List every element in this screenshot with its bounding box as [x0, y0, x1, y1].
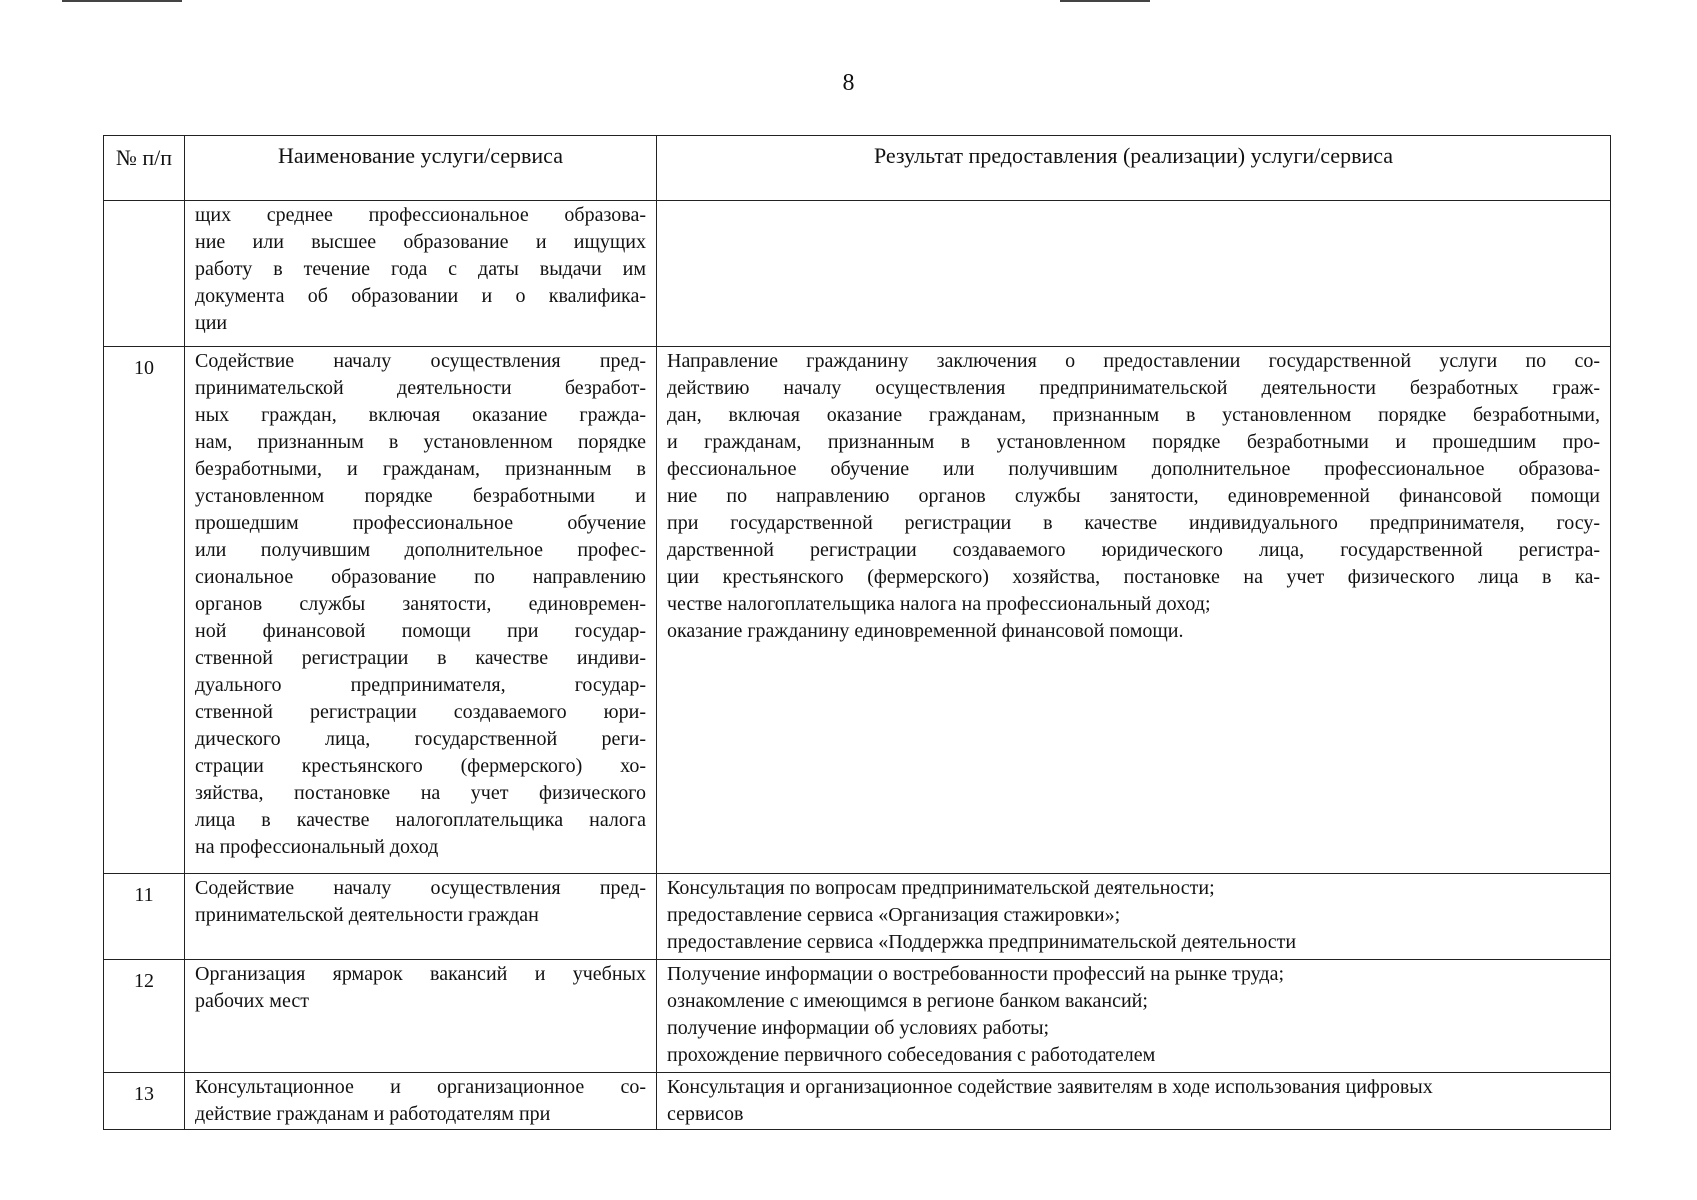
service-name-line: ной финансовой помощи при государ-	[195, 620, 646, 642]
service-name-line: зяйства, постановке на учет физического	[195, 782, 646, 804]
service-result-line: Направление гражданину заключения о предоставлении государственной услуги по со-	[667, 350, 1600, 372]
service-name-cell	[185, 1073, 657, 1130]
header-result: Результат предоставления (реализации) услуги/сервиса	[657, 136, 1611, 201]
service-result-line: фессиональное обучение или получившим дополнительное профессиональное образова-	[667, 458, 1600, 480]
service-name-line: принимательской деятельности безработ-	[195, 377, 646, 399]
service-result-line: ние по направлению органов службы занятости, единовременной финансовой помощи	[667, 485, 1600, 507]
service-name-line: ние или высшее образование и ищущих	[195, 231, 646, 253]
service-result-cell	[657, 201, 1611, 347]
service-result-line: прохождение первичного собеседования с работодателем	[667, 1044, 1156, 1066]
service-name-line: ных граждан, включая оказание гражда-	[195, 404, 646, 426]
service-name-line: установленном порядке безработными и	[195, 485, 646, 507]
service-result-line: ции крестьянского (фермерского) хозяйства, постановке на учет физического лица в ка-	[667, 566, 1600, 588]
table-row	[104, 960, 1611, 1073]
table-row	[104, 201, 1611, 347]
table-row	[104, 347, 1611, 874]
service-result-line: честве налогоплательщика налога на профессиональный доход;	[667, 593, 1211, 615]
row-number: 12	[104, 960, 185, 1073]
scan-edge-mark-left	[62, 0, 182, 2]
service-name-line: прошедшим профессиональное обучение	[195, 512, 646, 534]
service-result-line: и гражданам, признанным в установленном порядке безработными и прошедшим про-	[667, 431, 1600, 453]
service-result-line: оказание гражданину единовременной финансовой помощи.	[667, 620, 1184, 642]
service-name-cell	[185, 874, 657, 960]
scan-edge-mark-right	[1060, 0, 1150, 2]
service-result-line: получение информации об условиях работы;	[667, 1017, 1050, 1039]
service-result-line: дарственной регистрации создаваемого юридического лица, государственной регистра-	[667, 539, 1600, 561]
service-result-line: Получение информации о востребованности профессий на рынке труда;	[667, 963, 1285, 985]
service-name-line: щих среднее профессиональное образова-	[195, 204, 646, 226]
service-name-line: ции	[195, 312, 228, 334]
service-result-cell	[657, 347, 1611, 874]
header-service-name: Наименование услуги/сервиса	[185, 136, 657, 201]
service-name-line: Консультационное и организационное со-	[195, 1076, 646, 1098]
table-row	[104, 874, 1611, 960]
service-name-line: работу в течение года с даты выдачи им	[195, 258, 646, 280]
service-name-line: действие гражданам и работодателям при	[195, 1103, 551, 1125]
service-result-line: дан, включая оказание гражданам, признанным в установленном порядке безработными,	[667, 404, 1600, 426]
service-name-line: документа об образовании и о квалифика-	[195, 285, 646, 307]
header-number: № п/п	[104, 136, 185, 201]
service-name-line: Содействие началу осуществления пред-	[195, 350, 646, 372]
service-name-line: принимательской деятельности граждан	[195, 904, 539, 926]
service-name-line: сиональное образование по направлению	[195, 566, 646, 588]
service-name-line: ственной регистрации в качестве индиви-	[195, 647, 646, 669]
service-name-line: на профессиональный доход	[195, 836, 439, 858]
row-number: 13	[104, 1073, 185, 1130]
service-result-cell	[657, 960, 1611, 1073]
row-number: 11	[104, 874, 185, 960]
service-result-line: сервисов	[667, 1103, 744, 1125]
service-name-line: дического лица, государственной реги-	[195, 728, 646, 750]
service-result-line: предоставление сервиса «Поддержка предпринимательской деятельности	[667, 931, 1297, 953]
service-result-line: Консультация и организационное содействие заявителям в ходе использования цифровых	[667, 1076, 1433, 1098]
service-name-line: органов службы занятости, единовремен-	[195, 593, 646, 615]
service-result-cell	[657, 1073, 1611, 1130]
table-row	[104, 1073, 1611, 1130]
service-result-line: предоставление сервиса «Организация стажировки»;	[667, 904, 1121, 926]
row-number: 10	[104, 347, 185, 874]
service-name-line: Организация ярмарок вакансий и учебных	[195, 963, 646, 985]
service-name-line: нам, признанным в установленном порядке	[195, 431, 646, 453]
service-name-cell	[185, 201, 657, 347]
service-name-line: страции крестьянского (фермерского) хо-	[195, 755, 646, 777]
service-name-cell	[185, 347, 657, 874]
service-name-line: или получившим дополнительное профес-	[195, 539, 646, 561]
service-result-line: действию началу осуществления предпринимательской деятельности безработных граж-	[667, 377, 1600, 399]
row-number	[104, 201, 185, 347]
service-result-line: Консультация по вопросам предпринимательской деятельности;	[667, 877, 1215, 899]
page-number: 8	[842, 70, 855, 96]
services-table	[103, 135, 1611, 1130]
service-name-line: Содействие началу осуществления пред-	[195, 877, 646, 899]
service-name-line: дуального предпринимателя, государ-	[195, 674, 646, 696]
service-name-cell	[185, 960, 657, 1073]
service-result-line: ознакомление с имеющимся в регионе банком вакансий;	[667, 990, 1148, 1012]
service-name-line: рабочих мест	[195, 990, 309, 1012]
service-result-cell	[657, 874, 1611, 960]
table-header-row	[104, 136, 1611, 201]
service-name-line: безработными, и гражданам, признанным в	[195, 458, 646, 480]
service-name-line: ственной регистрации создаваемого юри-	[195, 701, 646, 723]
service-name-line: лица в качестве налогоплательщика налога	[195, 809, 646, 831]
service-result-line: при государственной регистрации в качестве индивидуального предпринимателя, госу-	[667, 512, 1600, 534]
